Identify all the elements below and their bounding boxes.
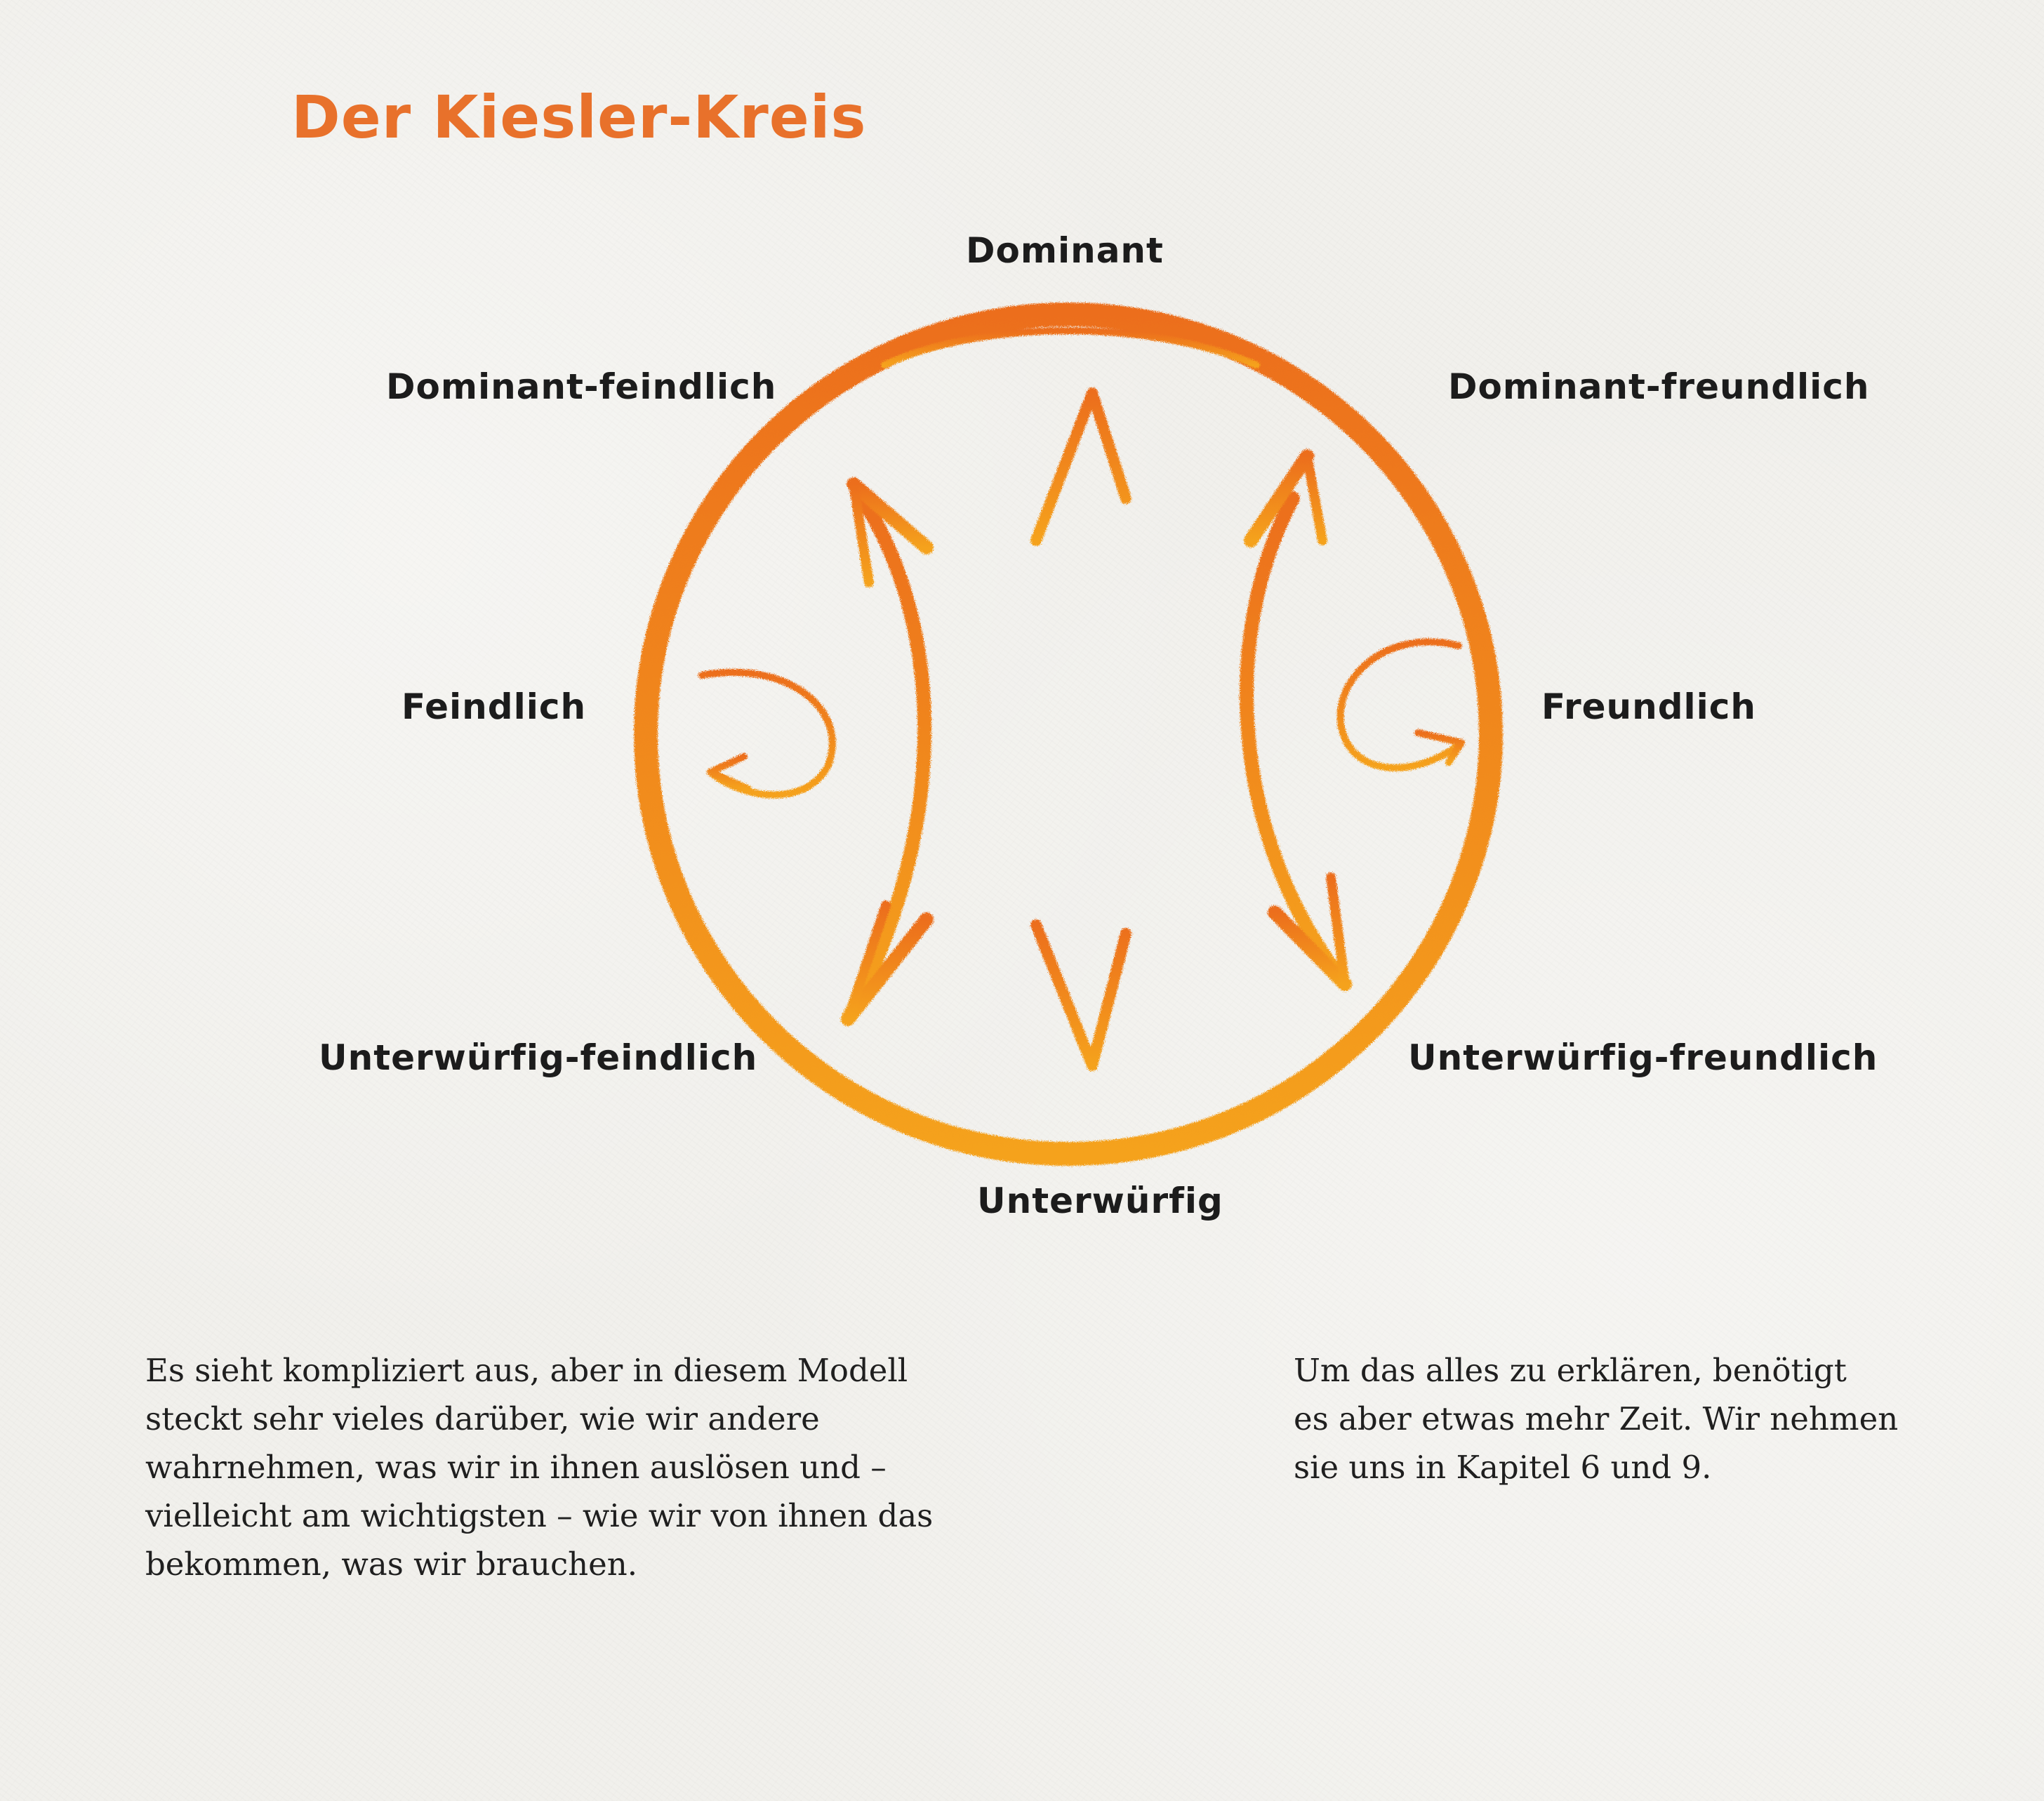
center-arrow-head-bottom <box>1036 925 1126 1065</box>
right-arrow-head-top-b <box>1307 456 1322 540</box>
label-feindlich: Feindlich <box>401 686 587 727</box>
right-curved-arrow <box>1247 498 1345 984</box>
paragraph-line: sie uns in Kapitel 6 und 9. <box>1294 1449 1712 1486</box>
paragraph-line: wahrnehmen, was wir in ihnen auslösen und – <box>145 1449 887 1486</box>
paragraph-line: Um das alles zu erklären, benötigt <box>1294 1352 1847 1389</box>
paragraph-line: bekommen, was wir brauchen. <box>145 1546 638 1583</box>
page-title: Der Kiesler-Kreis <box>291 83 867 152</box>
left-loop-arrow-head <box>710 757 748 789</box>
label-dominant-feindlich: Dominant-feindlich <box>386 366 777 407</box>
center-arrow-head-top <box>1036 393 1126 540</box>
paragraph-line: es aber etwas mehr Zeit. Wir nehmen <box>1294 1400 1899 1437</box>
label-dominant-freundlich: Dominant-freundlich <box>1448 366 1870 407</box>
label-unterwuerfig-freundlich: Unterwürfig-freundlich <box>1408 1037 1878 1078</box>
paragraph-line: vielleicht am wichtigsten – wie wir von ihnen das <box>145 1497 934 1534</box>
right-loop-arrow <box>1341 642 1460 768</box>
label-unterwuerfig: Unterwürfig <box>977 1181 1223 1221</box>
label-unterwuerfig-feindlich: Unterwürfig-feindlich <box>319 1037 758 1078</box>
label-dominant: Dominant <box>966 230 1164 271</box>
explanation-paragraph-left <box>145 1346 988 1588</box>
paragraph-line: steckt sehr vieles darüber, wie wir andere <box>145 1400 820 1437</box>
explanation-paragraph-right <box>1294 1346 1982 1491</box>
paragraph-line: Es sieht kompliziert aus, aber in diesem Modell <box>145 1352 908 1389</box>
label-freundlich: Freundlich <box>1541 686 1757 727</box>
